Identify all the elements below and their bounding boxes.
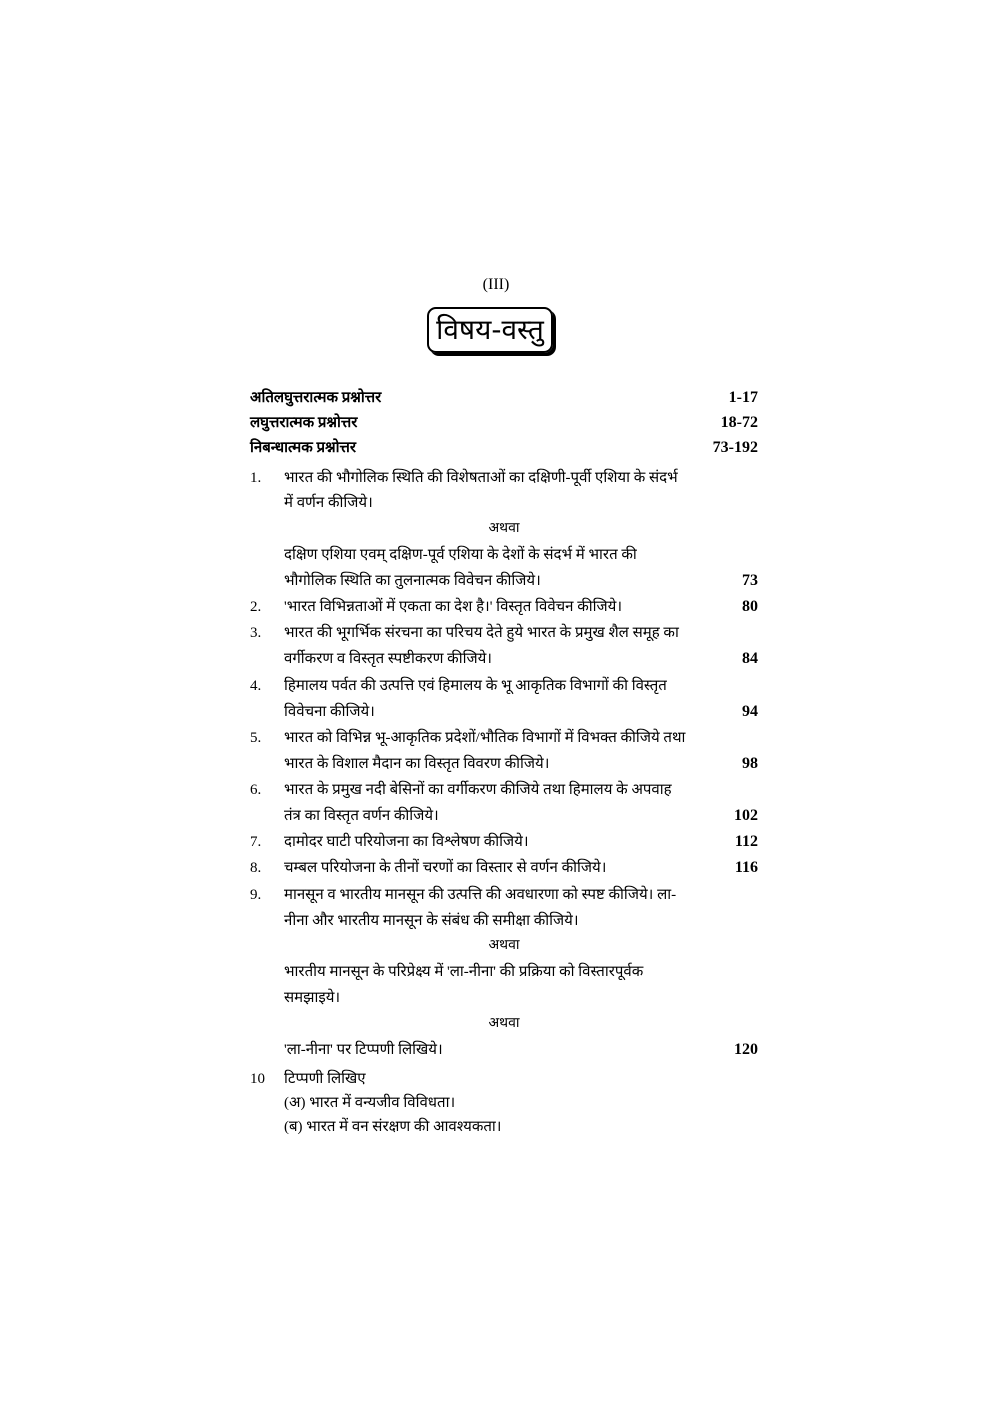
item-number: 10 [250,1071,265,1087]
item-text: टिप्पणी लिखिए [284,1071,366,1087]
item-text: मानसून व भारतीय मानसून की उत्पत्ति की अवधारणा को स्पष्ट कीजिये। ला- [284,887,677,903]
toc-item-line [250,1116,758,1138]
page-number-ref: 94 [742,703,758,720]
item-text: समझाइये। [284,990,341,1006]
page-range: 73-192 [712,439,758,456]
toc-item [250,467,758,489]
item-text: तंत्र का विस्तृत वर्णन कीजिये। [284,808,439,824]
toc-item-line [250,987,758,1009]
section-label: लघुत्तरात्मक प्रश्नोत्तर [250,415,358,431]
toc-item [250,596,758,618]
item-text: दामोदर घाटी परियोजना का विश्लेषण कीजिये। [284,834,529,850]
page-number-ref: 112 [734,833,758,850]
item-text: हिमालय पर्वत की उत्पत्ति एवं हिमालय के भू आकृतिक विभागों की विस्तृत [284,678,667,694]
section-label: अतिलघुत्तरात्मक प्रश्नोत्तर [250,390,382,406]
page-title: विषय-वस्तु [427,307,553,353]
toc-item [250,1068,758,1090]
toc-item [250,675,758,697]
or-label: अथवा [488,1016,520,1031]
item-text: 'भारत विभिन्नताओं में एकता का देश है।' विस्तृत विवेचन कीजिये। [284,599,623,615]
item-number: 9. [250,887,262,903]
toc-item-line [250,570,758,592]
toc-item-line [250,753,758,775]
or-separator [250,518,758,540]
item-number: 7. [250,834,262,850]
toc-item-line [250,910,758,932]
page-number-ref: 120 [734,1041,758,1058]
toc-item-line [250,492,758,514]
toc-section [250,387,758,409]
item-number: 2. [250,599,262,615]
page-number-ref: 73 [742,572,758,589]
item-text: 'ला-नीना' पर टिप्पणी लिखिये। [284,1042,443,1058]
toc-item-line [250,701,758,723]
toc-item-line [250,805,758,827]
item-text: भारत के विशाल मैदान का विस्तृत विवरण कीजिये। [284,756,550,772]
item-text: विवेचना कीजिये। [284,704,375,720]
toc-item-line [250,648,758,670]
toc-section [250,412,758,434]
page-number-ref: 84 [742,650,758,667]
toc-item-line [250,961,758,983]
toc-item-line [250,1092,758,1114]
item-text: दक्षिण एशिया एवम् दक्षिण-पूर्व एशिया के देशों के संदर्भ में भारत की [284,547,637,563]
page-number-ref: 102 [734,807,758,824]
item-text: में वर्णन कीजिये। [284,495,373,511]
page-number-ref: 116 [734,859,758,876]
item-text: नीना और भारतीय मानसून के संबंध की समीक्षा कीजिये। [284,913,579,929]
toc-item [250,779,758,801]
toc-item [250,727,758,749]
item-number: 4. [250,678,262,694]
toc-item [250,622,758,644]
or-label: अथवा [488,938,520,953]
page-number-ref: 98 [742,755,758,772]
item-number: 5. [250,730,262,746]
page-range: 1-17 [728,389,758,406]
item-text: (ब) भारत में वन संरक्षण की आवश्यकता। [284,1119,502,1135]
item-number: 8. [250,860,262,876]
toc-item-line [250,544,758,566]
item-text: भारत की भूगर्भिक संरचना का परिचय देते हुये भारत के प्रमुख शैल समूह का [284,625,679,641]
item-text: चम्बल परियोजना के तीनों चरणों का विस्तार से वर्णन कीजिये। [284,860,607,876]
page-number: (III) [482,276,510,293]
or-label: अथवा [488,521,520,536]
item-text: (अ) भारत में वन्यजीव विविधता। [284,1095,456,1111]
item-text: वर्गीकरण व विस्तृत स्पष्टीकरण कीजिये। [284,651,492,667]
toc-item [250,884,758,906]
item-text: भारतीय मानसून के परिप्रेक्ष्य में 'ला-नीना' की प्रक्रिया को विस्तारपूर्वक [284,964,644,980]
item-number: 3. [250,625,262,641]
page-range: 18-72 [720,414,758,431]
item-number: 6. [250,782,262,798]
item-text: भारत की भौगोलिक स्थिति की विशेषताओं का दक्षिणी-पूर्वी एशिया के संदर्भ [284,470,678,486]
item-number: 1. [250,470,262,486]
toc-item-line [250,1039,758,1061]
toc-item [250,831,758,853]
toc-item [250,857,758,879]
page-number-ref: 80 [742,598,758,615]
or-separator [250,935,758,957]
or-separator [250,1013,758,1035]
toc-section [250,437,758,459]
item-text: भौगोलिक स्थिति का तुलनात्मक विवेचन कीजिये। [284,573,541,589]
item-text: भारत के प्रमुख नदी बेसिनों का वर्गीकरण कीजिये तथा हिमालय के अपवाह [284,782,672,798]
section-label: निबन्धात्मक प्रश्नोत्तर [250,440,357,456]
item-text: भारत को विभिन्न भू-आकृतिक प्रदेशों/भौतिक विभागों में विभक्त कीजिये तथा [284,730,686,746]
